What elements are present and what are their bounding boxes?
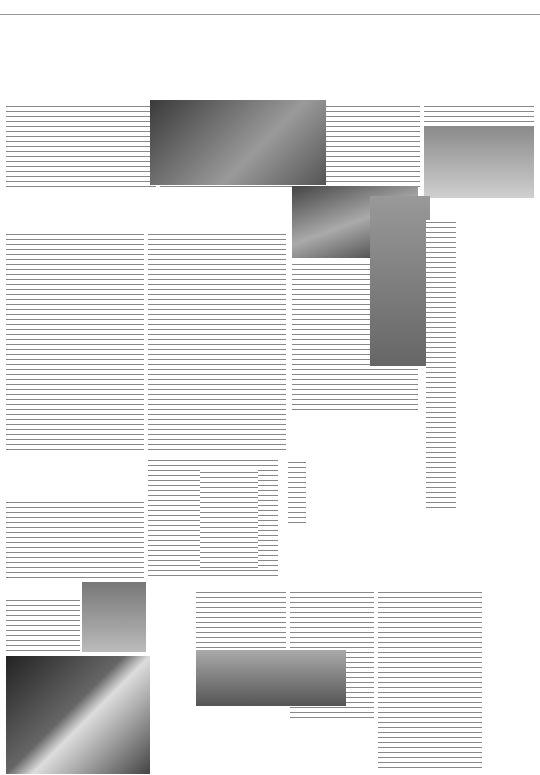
page-header — [0, 0, 540, 15]
rafah-article — [6, 598, 80, 652]
putin-article-col1 — [6, 232, 144, 450]
main-article-col1 — [6, 104, 156, 188]
putin-article-col2 — [148, 232, 286, 452]
india-article — [288, 460, 306, 524]
film-event-photo — [6, 656, 150, 774]
belgium-article — [200, 470, 258, 570]
xi-inspection-photo — [150, 100, 326, 185]
li-article — [426, 220, 456, 510]
expo-robot-photo — [370, 196, 430, 366]
main-article-col3 — [314, 104, 420, 188]
main-article-col4 — [424, 104, 534, 124]
rafah-photo — [82, 582, 146, 652]
main-headline-block — [0, 16, 540, 104]
director-photo — [196, 650, 346, 706]
meeting-photo — [424, 126, 534, 198]
promo-box — [232, 716, 372, 760]
hk-film-article-col3 — [378, 590, 482, 770]
reef-article — [6, 500, 144, 580]
